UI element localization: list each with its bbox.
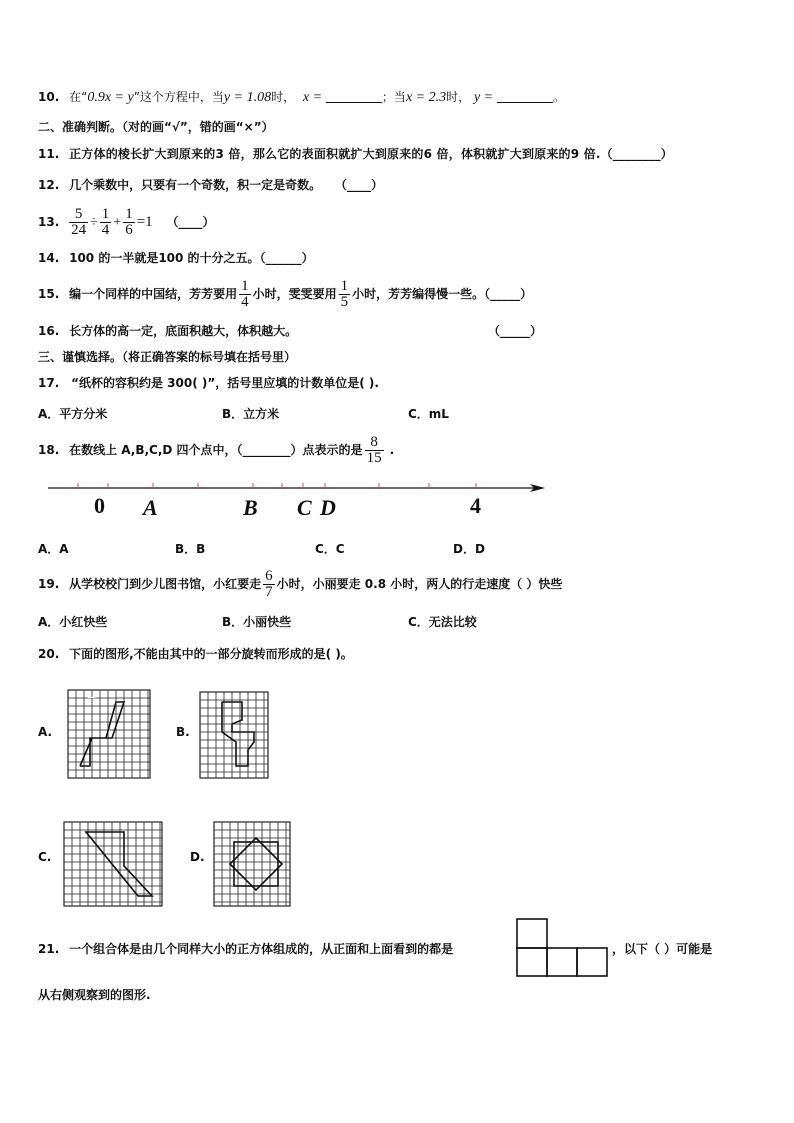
option-b[interactable]: B．立方米 xyxy=(222,407,280,421)
q10-end: 。 xyxy=(552,90,565,104)
question-number: 13. xyxy=(38,215,60,229)
question-number: 10. xyxy=(38,90,60,104)
answer-paren[interactable]: （____） xyxy=(334,178,383,192)
fraction: $\frac{6}{7}$ xyxy=(265,568,273,600)
option-b-label[interactable]: B. xyxy=(176,725,190,739)
question-number: 11. xyxy=(38,147,60,161)
answer-paren[interactable]: （____） xyxy=(166,215,215,229)
q10-equation: 0.9x = y xyxy=(87,90,134,105)
q10-condition-1: y = 1.08 xyxy=(223,90,272,105)
option-c-label[interactable]: C. xyxy=(38,850,52,864)
fraction: $\frac{1}{4}$ xyxy=(241,278,249,310)
option-a[interactable]: A．平方分米 xyxy=(38,407,108,421)
q17-text: “纸杯的容积约是 300( )”，括号里应填的计数单位是( ). xyxy=(71,376,379,390)
q10-y-equals: y = xyxy=(473,90,494,105)
q18-text-post: . xyxy=(389,443,395,457)
q19-text-post: 小时，小丽要走 0.8 小时，两人的行走速度（ ）快些 xyxy=(276,577,563,591)
q18-text-pre: 在数线上 A,B,C,D 四个点中，（________）点表示的是 xyxy=(69,443,363,457)
question-11 xyxy=(38,146,673,162)
question-number: 16. xyxy=(38,324,60,338)
q10-when-1: 时， xyxy=(271,90,296,104)
answer-paren[interactable]: （______） xyxy=(259,251,314,265)
number-line xyxy=(0,475,794,515)
option-c[interactable]: C．mL xyxy=(408,407,449,421)
q10-text-pre: 在“ xyxy=(69,90,88,104)
option-c[interactable]: C．C xyxy=(315,542,345,556)
option-c[interactable]: C．无法比较 xyxy=(408,615,477,629)
grid-figure-c[interactable] xyxy=(64,822,162,906)
q10-condition-2: x = 2.3 xyxy=(405,90,447,105)
question-number: 19. xyxy=(38,577,60,591)
cube-view-figure xyxy=(516,918,610,978)
q13-equals: =1 xyxy=(136,214,153,230)
grid-figure-d[interactable] xyxy=(214,822,290,906)
q16-text: 长方体的高一定，底面积越大，体积越大。 xyxy=(69,324,298,338)
number-line-label-a: A xyxy=(143,495,158,520)
answer-blank-x[interactable] xyxy=(326,90,382,103)
option-d[interactable]: D．D xyxy=(453,542,485,556)
question-10 xyxy=(38,89,565,106)
q13-op-plus: + xyxy=(113,215,122,230)
option-b[interactable]: B．小丽快些 xyxy=(222,615,292,629)
question-number: 14. xyxy=(38,251,60,265)
fraction: $\frac{5}{24}$ xyxy=(71,206,87,238)
q21-text-pre: 一个组合体是由几个同样大小的正方体组成的，从正面和上面看到的都是 xyxy=(69,942,454,956)
q15-text-post: 小时，芳芳编得慢一些。 xyxy=(352,287,485,301)
number-line-label-0: 0 xyxy=(94,493,105,518)
question-16 xyxy=(38,323,297,339)
question-number: 21. xyxy=(38,942,60,956)
q13-op-divide: ÷ xyxy=(90,215,98,230)
number-line-label-4: 4 xyxy=(470,493,481,518)
fraction: $\frac{1}{5}$ xyxy=(340,278,349,310)
option-d-label[interactable]: D. xyxy=(190,850,205,864)
grid-figure-b[interactable] xyxy=(200,692,268,778)
question-15 xyxy=(38,276,532,312)
question-number: 17. xyxy=(38,376,60,390)
question-12 xyxy=(38,177,383,193)
q21-text-line2: 从右侧观察到的图形. xyxy=(38,988,151,1002)
q10-when-2: 时， xyxy=(446,90,471,104)
option-a[interactable]: A．A xyxy=(38,542,69,556)
question-number: 12. xyxy=(38,178,60,192)
answer-paren[interactable]: （_____） xyxy=(484,287,533,301)
answer-paren[interactable]: （_____） xyxy=(488,324,543,338)
q10-separator: ；当 xyxy=(381,90,406,104)
q14-text: 100 的一半就是100 的十分之五。 xyxy=(69,251,260,265)
question-number: 20. xyxy=(38,647,60,661)
q10-text-mid: ”这个方程中，当 xyxy=(133,90,224,104)
q15-text-mid: 小时，雯雯要用 xyxy=(252,287,337,301)
question-13 xyxy=(38,205,215,240)
question-21 xyxy=(38,941,453,957)
question-14 xyxy=(38,250,314,266)
q20-text: 下面的图形,不能由其中的一部分旋转而形成的是( )。 xyxy=(69,647,353,661)
question-number: 18. xyxy=(38,443,60,457)
question-19 xyxy=(38,566,562,602)
answer-blank-y[interactable] xyxy=(497,90,553,103)
question-18 xyxy=(38,432,394,468)
q10-x-equals: x = xyxy=(302,90,323,105)
fraction: $\frac{1}{4}$ xyxy=(101,206,110,238)
q19-text-pre: 从学校校门到少儿图书馆，小红要走 xyxy=(69,577,262,591)
q15-text-pre: 编一个同样的中国结，芳芳要用 xyxy=(69,287,238,301)
question-number: 15. xyxy=(38,287,60,301)
option-b[interactable]: B．B xyxy=(175,542,206,556)
number-line-label-c: C xyxy=(297,495,312,520)
number-line-label-d: D xyxy=(320,495,336,520)
answer-paren[interactable]: （________） xyxy=(600,147,673,161)
q21-text-post: ，以下（ ）可能是 xyxy=(612,942,713,956)
q11-text: 正方体的棱长扩大到原来的3 倍，那么它的表面积就扩大到原来的6 倍，体积就扩大到原来的9 倍. xyxy=(69,147,601,161)
section-2-heading: 二、准确判断。（对的画“√”，错的画“×”） xyxy=(38,120,274,134)
fraction: $\frac{1}{6}$ xyxy=(125,206,133,238)
fraction: $\frac{8}{15}$ xyxy=(366,434,382,466)
question-20 xyxy=(38,646,353,662)
option-a[interactable]: A．小红快些 xyxy=(38,615,108,629)
number-line-label-b: B xyxy=(243,495,258,520)
question-17 xyxy=(38,375,379,391)
grid-figure-a[interactable] xyxy=(68,690,150,778)
section-3-heading: 三、谨慎选择。（将正确答案的标号填在括号里） xyxy=(38,350,297,364)
q12-text: 几个乘数中，只要有一个奇数，积一定是奇数。 xyxy=(69,178,322,192)
option-a-label[interactable]: A. xyxy=(38,725,53,739)
